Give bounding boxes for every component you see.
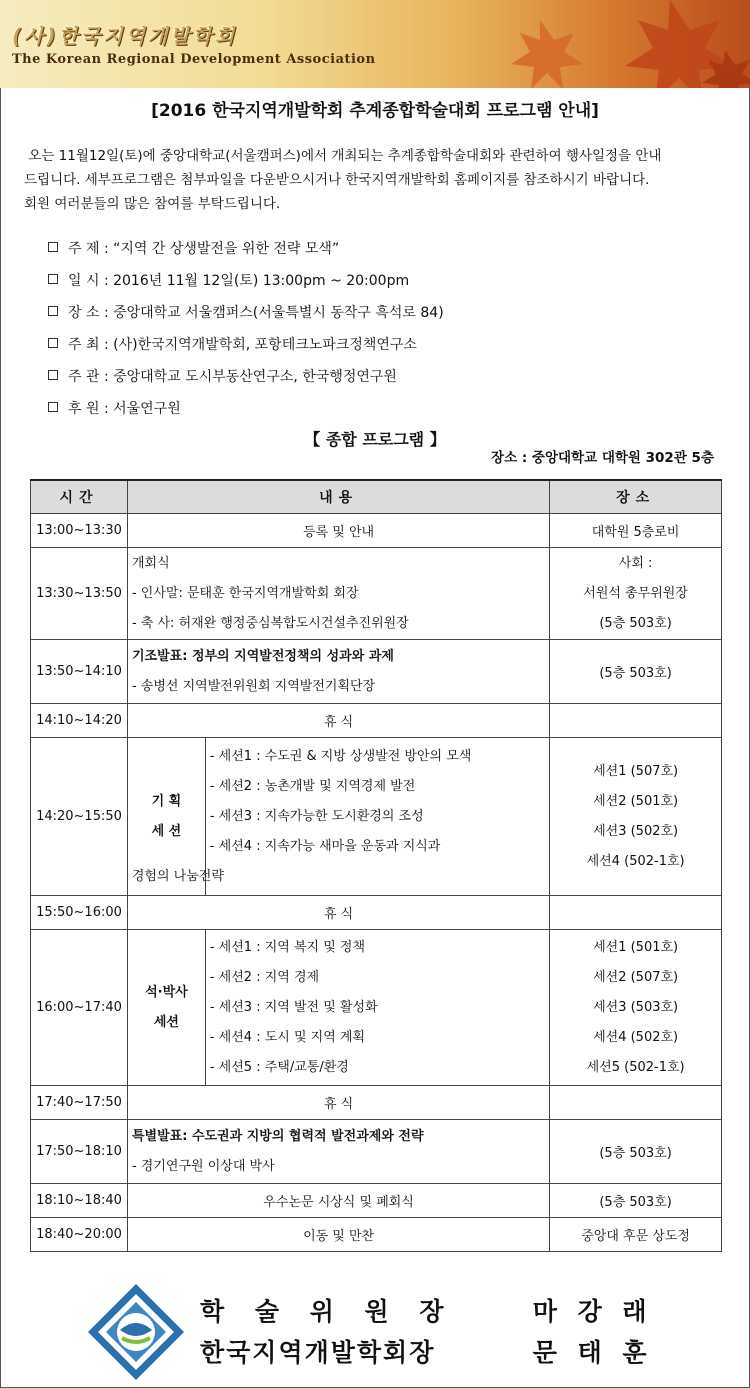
- row-place: (5층 503호): [550, 640, 722, 704]
- row-heading: 기조발표: 정부의 지역발전정책의 성과와 과제: [131, 648, 394, 664]
- table-row: [31, 930, 722, 1086]
- session-item: - 세션1 : 지역 복지 및 정책: [209, 939, 366, 955]
- row-time: 17:40~17:50: [31, 1086, 128, 1120]
- session-item-cont: 경험의 나눔전략: [131, 868, 224, 884]
- square-bullet-icon: [48, 274, 58, 284]
- table-header-row: [31, 480, 722, 514]
- session-label: 석·박사 세션: [127, 930, 205, 1086]
- association-name-ko: (사)한국지역개발학회: [12, 24, 238, 48]
- row-time: 15:50~16:00: [31, 896, 128, 930]
- row-place: 세션1 (507호) 세션2 (501호) 세션3 (502호) 세션4 (502-1호): [550, 738, 722, 896]
- square-bullet-icon: [48, 370, 58, 380]
- info-item-theme: 주 제 : “지역 간 상생발전을 위한 전략 모색”: [48, 236, 728, 268]
- intro-line: 회원 여러분들의 많은 참여를 부탁드립니다.: [24, 196, 281, 212]
- info-item-date: 일 시 : 2016년 11월 12일(토) 13:00pm ~ 20:00pm: [48, 268, 728, 300]
- header-place: 장소: [550, 480, 722, 514]
- row-time: 18:40~20:00: [31, 1218, 128, 1252]
- row-place: 사회 : 서원석 총무위원장 (5층 503호): [550, 548, 722, 640]
- session-item: - 세션3 : 지역 발전 및 활성화: [209, 999, 378, 1015]
- row-place: [550, 704, 722, 738]
- session-item: - 세션3 : 지속가능한 도시환경의 조성: [209, 808, 424, 824]
- table-row: [31, 704, 722, 738]
- row-time: 13:00~13:30: [31, 514, 128, 548]
- program-venue: 장소 : 중앙대학교 대학원 302관 5층: [491, 450, 714, 466]
- row-place: [550, 896, 722, 930]
- schedule-table: [30, 479, 722, 1252]
- association-logo-icon: [86, 1282, 186, 1382]
- row-place: 중앙대 후문 상도정: [550, 1218, 722, 1252]
- row-time: 14:20~15:50: [31, 738, 128, 896]
- row-heading: 특별발표: 수도권과 지방의 협력적 발전과제와 전략: [131, 1128, 424, 1144]
- table-row: [31, 896, 722, 930]
- session-item: - 세션2 : 지역 경제: [209, 969, 320, 985]
- row-time: 14:10~14:20: [31, 704, 128, 738]
- info-item-sponsor: 후 원 : 서울연구원: [48, 396, 728, 428]
- table-row: [31, 640, 722, 704]
- row-detail: - 축 사: 허재완 행정중심복합도시건설추진위원장: [131, 615, 409, 631]
- signer-name: 문 태 훈: [532, 1338, 653, 1367]
- intro-paragraph: [24, 144, 734, 216]
- signer-title: 한국지역개발학회장: [200, 1338, 436, 1367]
- square-bullet-icon: [48, 242, 58, 252]
- square-bullet-icon: [48, 306, 58, 316]
- row-heading: 개회식: [131, 555, 170, 571]
- row-place: (5층 503호): [550, 1184, 722, 1218]
- row-detail: - 경기연구원 이상대 박사: [131, 1158, 275, 1174]
- info-item-location: 장 소 : 중앙대학교 서울캠퍼스(서울특별시 동작구 흑석로 84): [48, 300, 728, 332]
- signature-line-1: [200, 1292, 653, 1328]
- intro-line: 오는 11월12일(토)에 중앙대학교(서울캠퍼스)에서 개최되는 추계종합학술대회와 관련하여 행사일정을 안내: [24, 148, 662, 164]
- header-content: 내용: [127, 480, 549, 514]
- header-banner: [0, 0, 750, 88]
- association-name-en: The Korean Regional Development Association: [12, 52, 376, 67]
- session-list: [205, 930, 549, 1086]
- row-place: [550, 1086, 722, 1120]
- info-item-organizer: 주 관 : 중앙대학교 도시부동산연구소, 한국행정연구원: [48, 364, 728, 396]
- table-row: [31, 1184, 722, 1218]
- row-time: 17:50~18:10: [31, 1120, 128, 1184]
- table-row: [31, 1218, 722, 1252]
- row-content: 휴 식: [127, 1086, 549, 1120]
- row-time: 13:30~13:50: [31, 548, 128, 640]
- square-bullet-icon: [48, 402, 58, 412]
- session-item: - 세션1 : 수도권 & 지방 상생발전 방안의 모색: [209, 748, 472, 764]
- row-content: 우수논문 시상식 및 폐회식: [127, 1184, 549, 1218]
- square-bullet-icon: [48, 338, 58, 348]
- row-time: 13:50~14:10: [31, 640, 128, 704]
- page-title: [2016 한국지역개발학회 추계종합학술대회 프로그램 안내]: [151, 101, 599, 121]
- row-place: (5층 503호): [550, 1120, 722, 1184]
- session-item: - 세션5 : 주택/교통/환경: [209, 1059, 349, 1075]
- session-item: - 세션4 : 지속가능 새마을 운동과 지식과: [209, 838, 441, 854]
- row-content: [127, 640, 549, 704]
- session-item: - 세션2 : 농촌개발 및 지역경제 발전: [209, 778, 416, 794]
- signer-name: 마 강 래: [532, 1297, 653, 1326]
- session-label: 기 획 세 션: [127, 738, 205, 896]
- table-row: [31, 1086, 722, 1120]
- row-content: [127, 548, 549, 640]
- row-detail: - 인사말: 문태훈 한국지역개발학회 회장: [131, 585, 359, 601]
- table-row: [31, 738, 722, 896]
- row-place: 세션1 (501호) 세션2 (507호) 세션3 (503호) 세션4 (502호) 세션5 (502-1호): [550, 930, 722, 1086]
- table-row: [31, 548, 722, 640]
- info-item-host: 주 최 : (사)한국지역개발학회, 포항테크노파크정책연구소: [48, 332, 728, 364]
- row-content: 등록 및 안내: [127, 514, 549, 548]
- row-time: 18:10~18:40: [31, 1184, 128, 1218]
- header-time: 시간: [31, 480, 128, 514]
- session-item: - 세션4 : 도시 및 지역 계획: [209, 1029, 366, 1045]
- row-content: 이동 및 만찬: [127, 1218, 549, 1252]
- row-content: 휴 식: [127, 704, 549, 738]
- row-time: 16:00~17:40: [31, 930, 128, 1086]
- table-row: [31, 1120, 722, 1184]
- intro-line: 드립니다. 세부프로그램은 첨부파일을 다운받으시거나 한국지역개발학회 홈페이지를 참조하시기 바랍니다.: [24, 172, 650, 188]
- row-place: 대학원 5층로비: [550, 514, 722, 548]
- row-content: [127, 1120, 549, 1184]
- maple-leaves-decoration: [420, 0, 750, 88]
- table-row: [31, 514, 722, 548]
- signature-line-2: [200, 1333, 653, 1369]
- program-title: 【 종합 프로그램 】: [304, 430, 446, 449]
- row-content: 휴 식: [127, 896, 549, 930]
- signer-title: 학 술 위 원 장: [200, 1297, 455, 1326]
- row-detail: - 송병선 지역발전위원회 지역발전기획단장: [131, 678, 376, 694]
- event-info-list: [48, 236, 728, 428]
